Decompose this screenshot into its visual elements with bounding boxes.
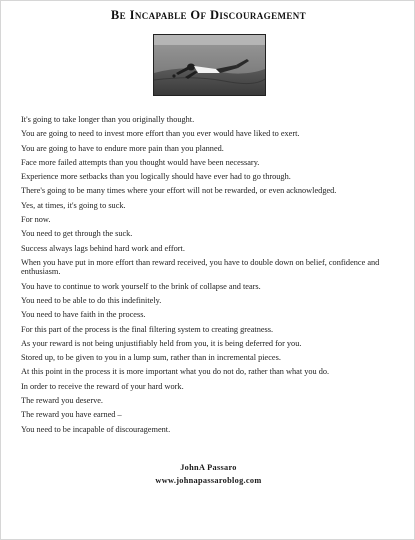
text-line: In order to receive the reward of your hard work. bbox=[21, 381, 184, 391]
text-line: At this point in the process it is more important what you do not do, rather than what you do. bbox=[21, 367, 330, 377]
text-line: Yes, at times, it's going to suck. bbox=[21, 200, 126, 210]
text-line: There's going to be many times where your effort will not be rewarded, or even acknowledged. bbox=[21, 186, 337, 196]
text-line: You need to get through the suck. bbox=[21, 229, 133, 239]
text-line: You are going to need to invest more effort than you ever would have liked to exert. bbox=[21, 129, 300, 139]
text-line: Stored up, to be given to you in a lump sum, rather than in incremental pieces. bbox=[21, 353, 281, 363]
author-name: JohnA Passaro bbox=[180, 463, 237, 472]
text-line: Face more failed attempts than you thought would have been necessary. bbox=[21, 157, 260, 167]
text-line: You need to be able to do this indefinitely. bbox=[21, 295, 162, 305]
author-website: www.johnapassaroblog.com bbox=[155, 476, 262, 485]
text-line: You need to be incapable of discouragement. bbox=[21, 424, 171, 434]
text-line: You are going to have to endure more pain than you planned. bbox=[21, 143, 224, 153]
text-line: It's going to take longer than you originally thought. bbox=[21, 115, 195, 124]
text-line: You need to have faith in the process. bbox=[21, 310, 146, 320]
text-line: As your reward is not being unjustifiably held from you, it is being deferred for you. bbox=[21, 338, 302, 348]
text-line: Success always lags behind hard work and effort. bbox=[21, 243, 185, 253]
text-line: For this part of the process is the final filtering system to creating greatness. bbox=[21, 324, 274, 334]
runner-falling-image bbox=[154, 35, 265, 95]
text-line: The reward you deserve. bbox=[21, 395, 104, 405]
document-title: Be Incapable Of Discouragement bbox=[110, 8, 307, 22]
text-line: The reward you have earned – bbox=[21, 410, 122, 420]
text-lines bbox=[21, 115, 399, 439]
text-line: When you have put in more effort than reward received, you have to double down on belief, confidence and enthusiasm. bbox=[21, 257, 380, 277]
text-line: For now. bbox=[21, 214, 51, 224]
text-line: Experience more setbacks than you logically should have ever had to go through. bbox=[21, 172, 291, 182]
header-photo bbox=[153, 34, 266, 96]
text-line: You have to continue to work yourself to the brink of collapse and tears. bbox=[21, 281, 261, 291]
